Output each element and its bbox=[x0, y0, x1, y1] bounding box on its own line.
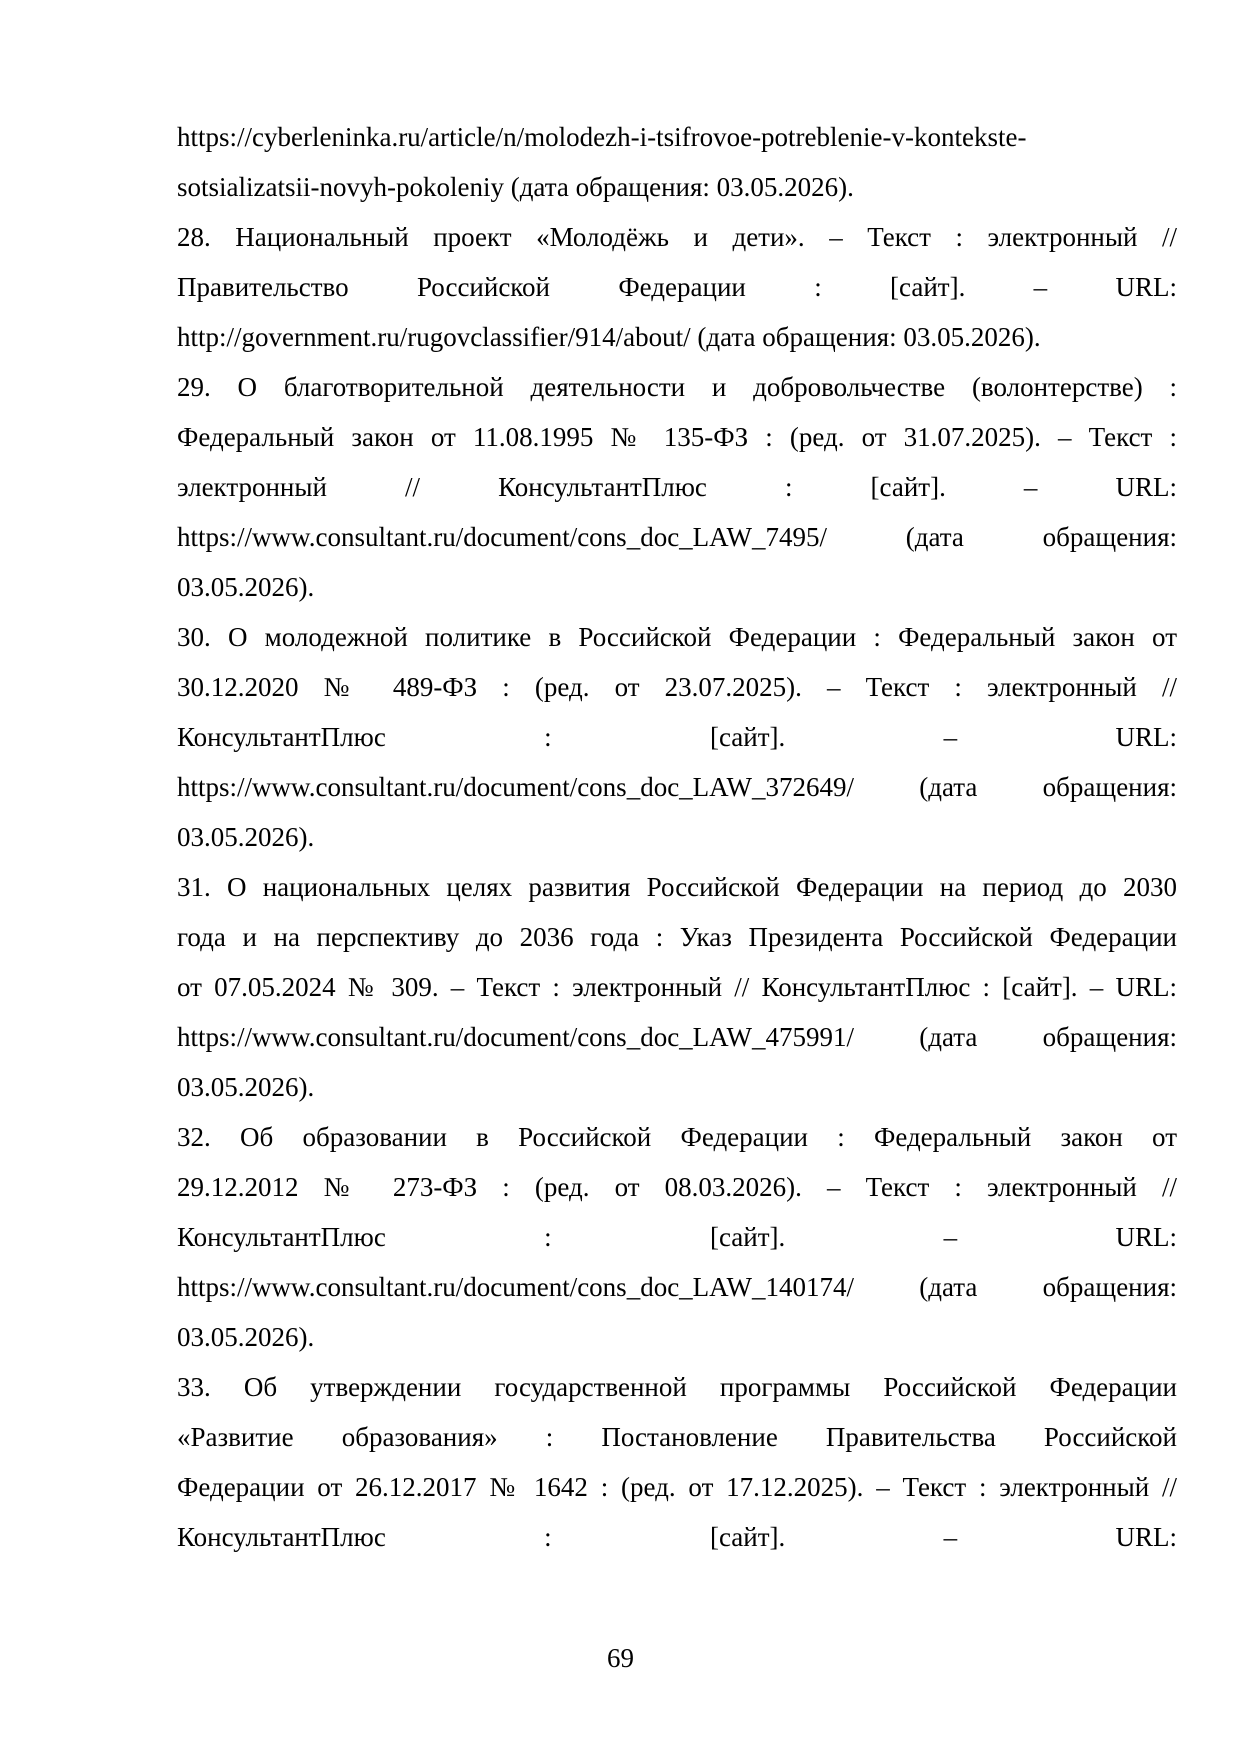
text-line: 29. О благотворительной деятельности и добровольчестве (волонтерстве) : bbox=[177, 372, 1177, 402]
text-line: Федеральный закон от 11.08.1995 № 135-ФЗ : (ред. от 31.07.2025). – Текст : bbox=[177, 422, 1177, 452]
text-line: КонсультантПлюс : [сайт]. – URL: bbox=[177, 722, 1177, 752]
references-list bbox=[177, 112, 1177, 1562]
text-line: 03.05.2026). bbox=[177, 822, 315, 852]
text-line: КонсультантПлюс : [сайт]. – URL: bbox=[177, 1522, 1177, 1552]
text-line: 33. Об утверждении государственной программы Российской Федерации bbox=[177, 1372, 1177, 1402]
text-line: «Развитие образования» : Постановление Правительства Российской bbox=[177, 1422, 1177, 1452]
page-number: 69 bbox=[607, 1643, 634, 1673]
text-line: https://cyberleninka.ru/article/n/molodezh-i-tsifrovoe-potreblenie-v-kontekste- bbox=[177, 122, 1027, 152]
text-line: 28. Национальный проект «Молодёжь и дети». – Текст : электронный // bbox=[177, 222, 1177, 252]
text-line: 31. О национальных целях развития Российской Федерации на период до 2030 bbox=[177, 872, 1177, 902]
text-line: 30.12.2020 № 489-ФЗ : (ред. от 23.07.2025). – Текст : электронный // bbox=[177, 672, 1177, 702]
text-line: 29.12.2012 № 273-ФЗ : (ред. от 08.03.2026). – Текст : электронный // bbox=[177, 1172, 1177, 1202]
text-line: https://www.consultant.ru/document/cons_doc_LAW_372649/ (дата обращения: bbox=[177, 772, 1177, 802]
text-line: КонсультантПлюс : [сайт]. – URL: bbox=[177, 1222, 1177, 1252]
text-line: 30. О молодежной политике в Российской Федерации : Федеральный закон от bbox=[177, 622, 1177, 652]
text-line: 03.05.2026). bbox=[177, 1072, 315, 1102]
text-line: 03.05.2026). bbox=[177, 572, 315, 602]
text-line: https://www.consultant.ru/document/cons_doc_LAW_7495/ (дата обращения: bbox=[177, 522, 1177, 552]
text-line: года и на перспективу до 2036 года : Указ Президента Российской Федерации bbox=[177, 922, 1177, 952]
text-line: от 07.05.2024 № 309. – Текст : электронный // КонсультантПлюс : [сайт]. – URL: bbox=[177, 972, 1177, 1002]
text-line: https://www.consultant.ru/document/cons_doc_LAW_140174/ (дата обращения: bbox=[177, 1272, 1177, 1302]
text-line: https://www.consultant.ru/document/cons_doc_LAW_475991/ (дата обращения: bbox=[177, 1022, 1177, 1052]
text-line: 03.05.2026). bbox=[177, 1322, 315, 1352]
text-line: http://government.ru/rugovclassifier/914/about/ (дата обращения: 03.05.2026). bbox=[177, 322, 1041, 352]
text-line: sotsializatsii-novyh-pokoleniy (дата обращения: 03.05.2026). bbox=[177, 172, 854, 202]
text-line: 32. Об образовании в Российской Федерации : Федеральный закон от bbox=[177, 1122, 1177, 1152]
text-line: электронный // КонсультантПлюс : [сайт]. – URL: bbox=[177, 472, 1177, 502]
text-line: Федерации от 26.12.2017 № 1642 : (ред. от 17.12.2025). – Текст : электронный // bbox=[177, 1472, 1177, 1502]
text-line: Правительство Российской Федерации : [сайт]. – URL: bbox=[177, 272, 1177, 302]
